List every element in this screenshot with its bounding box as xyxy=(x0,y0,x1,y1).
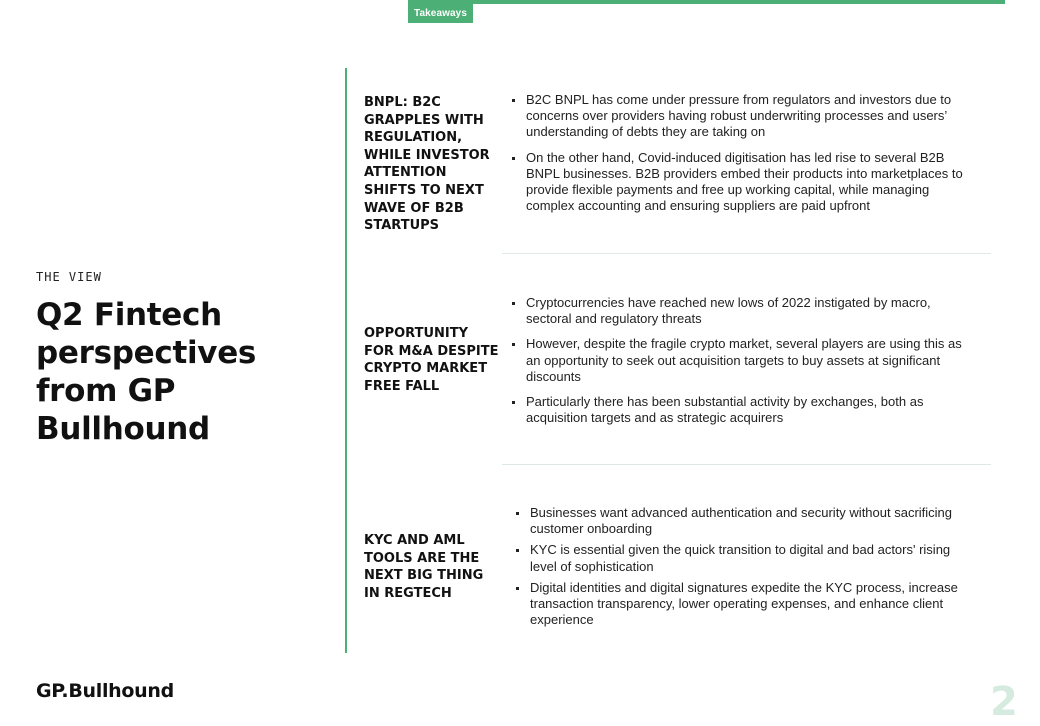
bullet-item: On the other hand, Covid-induced digitisation has led rise to several B2B BNPL businesses. B2B providers embed their products into marketplaces to provide flexible payments and free up working capital, while managing complex accounting and ensuring suppliers are paid upfront xyxy=(512,150,967,215)
bullet-list xyxy=(512,92,967,223)
page-number: 2 xyxy=(990,679,1018,725)
company-logo: GP.Bullhound xyxy=(36,680,174,702)
eyebrow-label: THE VIEW xyxy=(36,270,102,284)
bullet-item: Digital identities and digital signatures expedite the KYC process, increase transaction transparency, lower operating expenses, and enhance client experience xyxy=(516,580,971,629)
takeaway-section-regtech xyxy=(364,505,994,655)
bullet-list xyxy=(512,295,967,435)
bullet-item: Businesses want advanced authentication and security without sacrificing customer onboarding xyxy=(516,505,971,537)
section-divider xyxy=(502,253,991,254)
bullet-item: KYC is essential given the quick transition to digital and bad actors' rising level of sophistication xyxy=(516,542,971,574)
takeaway-section-crypto xyxy=(364,295,994,445)
top-accent-bar xyxy=(408,0,1005,4)
vertical-divider xyxy=(345,68,347,653)
bullet-item: Particularly there has been substantial activity by exchanges, both as acquisition targets and as strategic acquirers xyxy=(512,394,967,426)
section-tab: Takeaways xyxy=(408,4,473,23)
bullet-item: However, despite the fragile crypto market, several players are using this as an opportunity to seek out acquisition targets to buy assets at significant discounts xyxy=(512,336,967,385)
bullet-item: Cryptocurrencies have reached new lows of 2022 instigated by macro, sectoral and regulatory threats xyxy=(512,295,967,327)
takeaway-section-bnpl xyxy=(364,92,994,242)
page-title: Q2 Fintech perspectives from GP Bullhound xyxy=(36,297,257,447)
bullet-list xyxy=(516,505,971,637)
section-divider xyxy=(502,464,991,465)
section-heading: BNPL: B2C GRAPPLES WITH REGULATION, WHILE INVESTOR ATTENTION SHIFTS TO NEXT WAVE OF B2B STARTUPS xyxy=(364,95,490,234)
section-heading: OPPORTUNITY FOR M&A DESPITE CRYPTO MARKET FREE FALL xyxy=(364,326,499,394)
bullet-item: B2C BNPL has come under pressure from regulators and investors due to concerns over providers having robust underwriting processes and users’ understanding of debts they are taking on xyxy=(512,92,967,141)
section-heading: KYC AND AML TOOLS ARE THE NEXT BIG THING IN REGTECH xyxy=(364,533,484,601)
